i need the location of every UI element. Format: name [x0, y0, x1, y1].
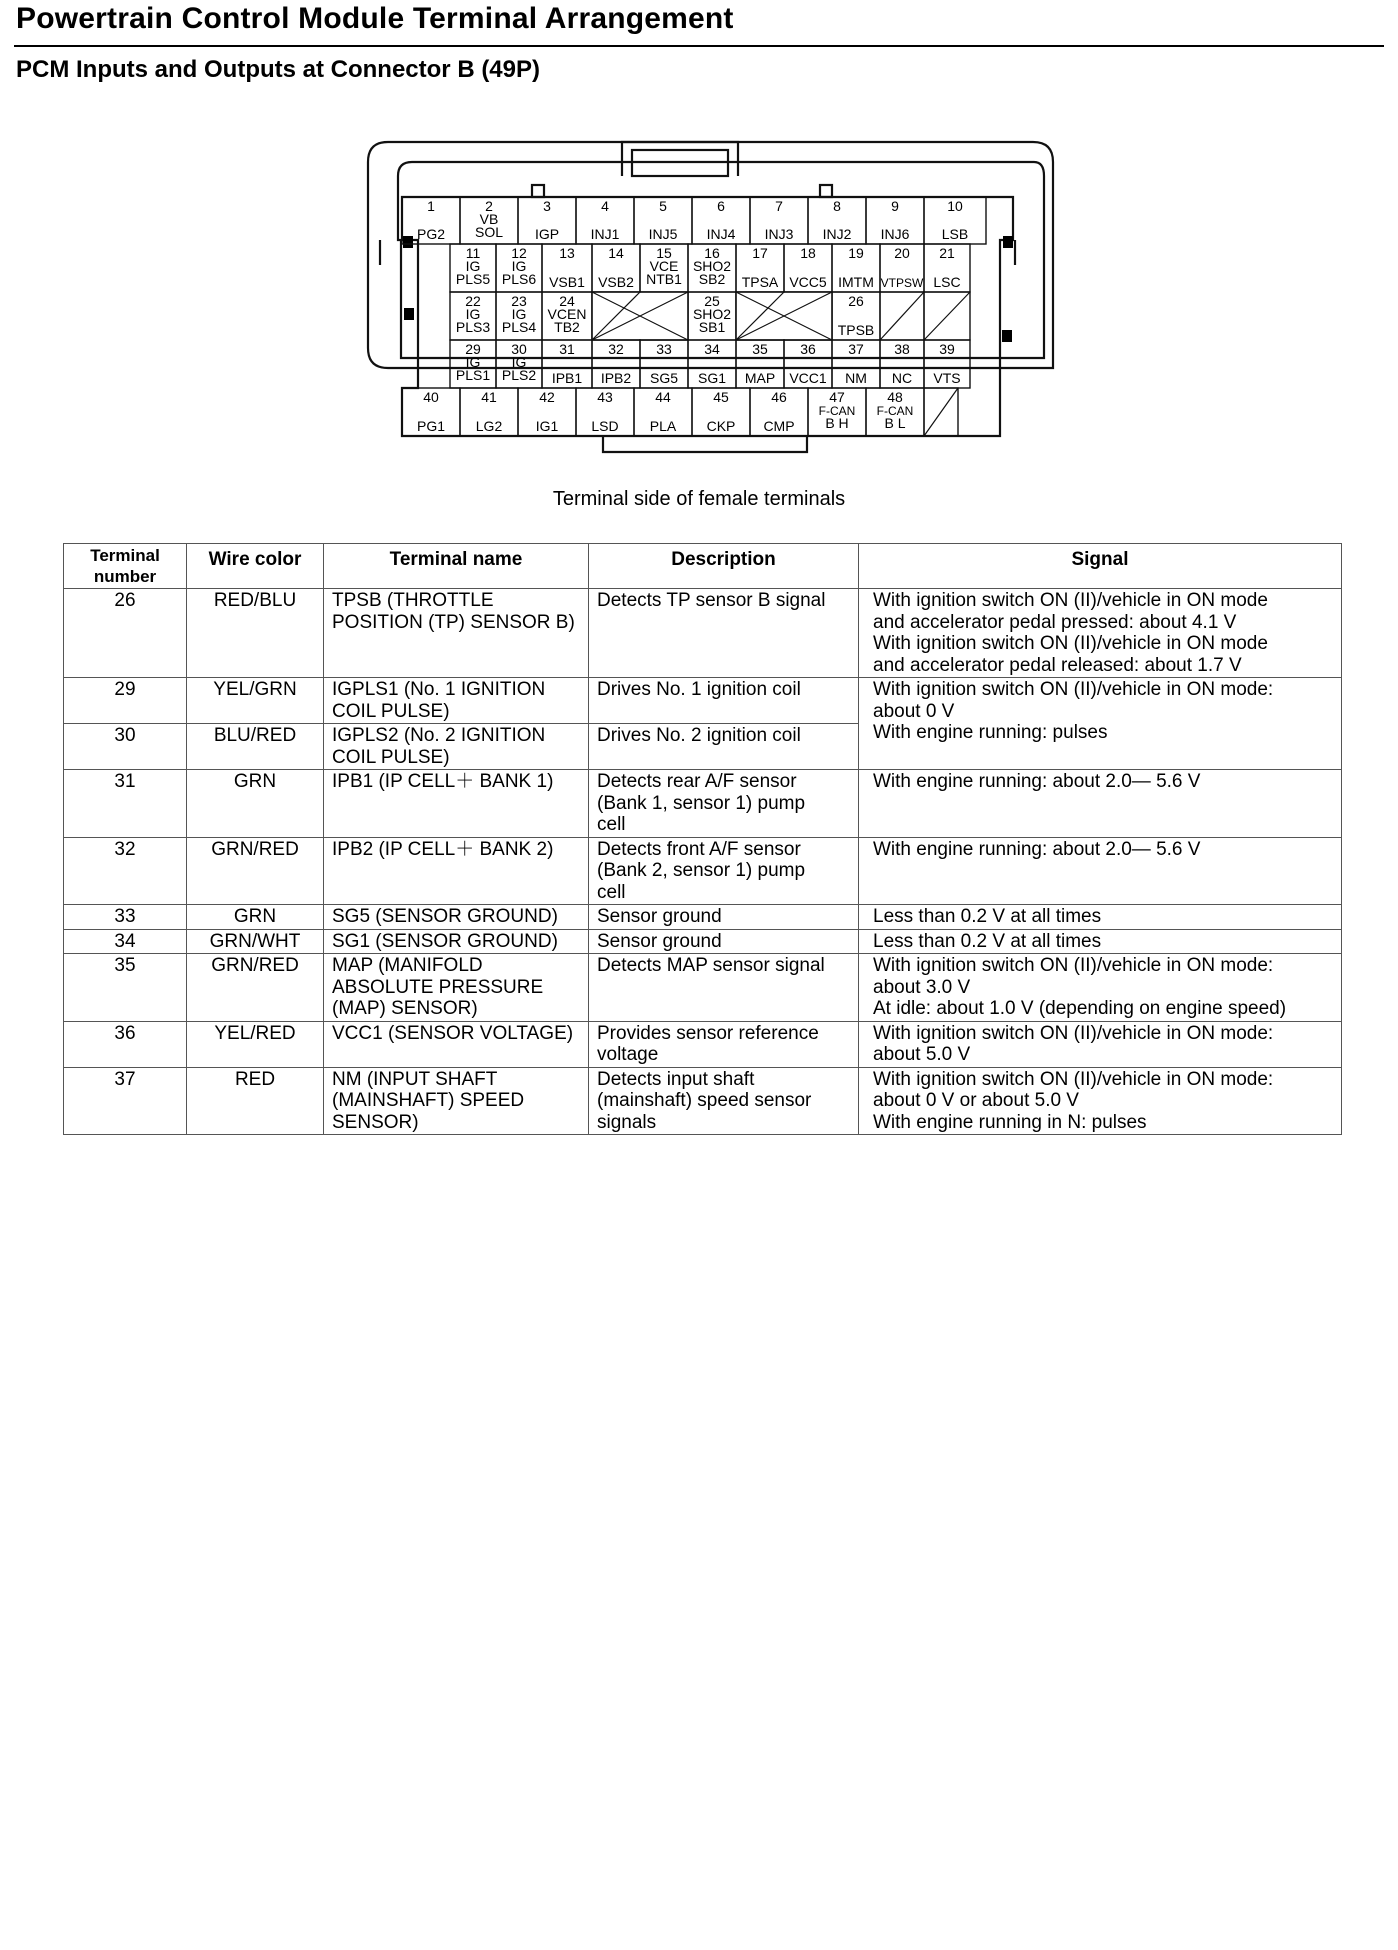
- terminal-number: 31: [559, 341, 575, 357]
- terminal-number: 12: [511, 245, 527, 261]
- table-row: [64, 678, 1342, 724]
- terminal-number: 48: [887, 389, 903, 405]
- terminal-22: [450, 292, 496, 340]
- page-subtitle: PCM Inputs and Outputs at Connector B (49P): [16, 56, 541, 83]
- terminal-label: F-CAN: [876, 404, 914, 418]
- unused-cavity-mark: [880, 292, 924, 340]
- terminal-42: [518, 388, 576, 436]
- terminal-number: 7: [775, 198, 783, 214]
- terminal-label: IMTM: [838, 274, 874, 290]
- terminal-label: VCC5: [789, 274, 827, 290]
- terminal-15: [640, 244, 688, 292]
- terminal-label: IG: [511, 354, 527, 370]
- description-cell: Detects rear A/F sensor (Bank 1, sensor 1) pump cell: [589, 770, 859, 838]
- terminal-label: VCC1: [789, 370, 827, 386]
- terminal-21: [924, 244, 970, 292]
- terminal-number: 14: [608, 245, 624, 261]
- wire-color-cell: YEL/RED: [187, 1021, 324, 1067]
- header-description: Description: [589, 544, 859, 589]
- terminal-label: VB: [479, 211, 499, 227]
- terminal-46: [750, 388, 808, 436]
- terminal-label: VTS: [933, 370, 961, 386]
- terminal-37: [832, 340, 880, 388]
- terminal-9: [866, 197, 924, 244]
- terminal-number: 40: [423, 389, 439, 405]
- terminal-label: LSC: [933, 274, 961, 290]
- terminal-number: 22: [465, 293, 481, 309]
- terminal-name-cell: VCC1 (SENSOR VOLTAGE): [324, 1021, 589, 1067]
- terminal-11: [450, 244, 496, 292]
- terminal-number: 45: [713, 389, 729, 405]
- terminal-number: 43: [597, 389, 613, 405]
- terminal-40: [402, 388, 460, 436]
- terminal-38: [880, 340, 924, 388]
- terminal-label: IG: [465, 306, 481, 322]
- wire-color-cell: GRN/WHT: [187, 929, 324, 954]
- terminal-number: 15: [656, 245, 672, 261]
- terminal-number: 1: [427, 198, 435, 214]
- signal-cell: With ignition switch ON (II)/vehicle in ON mode and accelerator pedal pressed: about 4.1 V With ignition switch ON (II)/vehicle in ON mode and accelerator pedal released: about 1.7 V: [859, 589, 1342, 678]
- terminal-label: VCEN: [547, 306, 587, 322]
- terminal-34: [688, 340, 736, 388]
- terminal-16: [688, 244, 736, 292]
- terminal-label: INJ3: [764, 226, 794, 242]
- terminal-number: 19: [848, 245, 864, 261]
- wire-color-cell: RED/BLU: [187, 589, 324, 678]
- terminal-number: 17: [752, 245, 768, 261]
- terminal-32: [592, 340, 640, 388]
- description-cell: Drives No. 1 ignition coil: [589, 678, 859, 724]
- description-cell: Provides sensor reference voltage: [589, 1021, 859, 1067]
- terminal-number: 6: [717, 198, 725, 214]
- terminal-label: NC: [891, 370, 913, 386]
- terminal-label: SG1: [697, 370, 727, 386]
- terminal-name-cell: IPB2 (IP CELL＋ BANK 2): [324, 837, 589, 905]
- terminal-number: 23: [511, 293, 527, 309]
- terminal-10: [924, 197, 986, 244]
- header-signal: Signal: [859, 544, 1342, 589]
- terminal-number-cell: 29: [64, 678, 187, 724]
- terminal-13: [542, 244, 592, 292]
- blank-cavity: [736, 292, 832, 340]
- terminal-label: IGP: [534, 226, 560, 242]
- terminal-label: SB2: [698, 271, 726, 287]
- lock-tab-right-lower: [1002, 330, 1012, 342]
- terminal-label: LSD: [591, 418, 619, 434]
- terminal-25: [688, 292, 736, 340]
- unused-cavity-mark: [924, 388, 958, 436]
- terminal-39: [924, 340, 970, 388]
- terminal-label: LSB: [941, 226, 969, 242]
- terminal-number: 34: [704, 341, 720, 357]
- terminal-31: [542, 340, 592, 388]
- terminal-label: IG: [511, 306, 527, 322]
- terminal-label: IG: [465, 354, 481, 370]
- wire-color-cell: GRN: [187, 905, 324, 930]
- terminal-name-cell: NM (INPUT SHAFT (MAINSHAFT) SPEED SENSOR): [324, 1067, 589, 1135]
- terminal-label: INJ5: [648, 226, 678, 242]
- signal-cell: With engine running: about 2.0— 5.6 V: [859, 837, 1342, 905]
- terminal-name-cell: IPB1 (IP CELL＋ BANK 1): [324, 770, 589, 838]
- terminal-number: 32: [608, 341, 624, 357]
- connector-key-left: [532, 185, 544, 197]
- terminal-number: 29: [465, 341, 481, 357]
- table-header-row: [64, 544, 1342, 589]
- terminal-number: 4: [601, 198, 609, 214]
- terminal-label: TPSB: [837, 322, 875, 338]
- terminal-45: [692, 388, 750, 436]
- terminal-label: PG1: [416, 418, 446, 434]
- terminal-number: 20: [894, 245, 910, 261]
- terminal-4: [576, 197, 634, 244]
- terminal-label: INJ4: [706, 226, 736, 242]
- unused-cavity-mark: [924, 292, 970, 340]
- terminal-number: 39: [939, 341, 955, 357]
- terminal-33: [640, 340, 688, 388]
- description-cell: Detects front A/F sensor (Bank 2, sensor 1) pump cell: [589, 837, 859, 905]
- terminal-43: [576, 388, 634, 436]
- terminal-8: [808, 197, 866, 244]
- terminal-44: [634, 388, 692, 436]
- description-cell: Sensor ground: [589, 929, 859, 954]
- terminal-label: IG1: [535, 418, 559, 434]
- terminal-7: [750, 197, 808, 244]
- terminal-number: 13: [559, 245, 575, 261]
- terminal-name-cell: MAP (MANIFOLD ABSOLUTE PRESSURE (MAP) SENSOR): [324, 954, 589, 1022]
- terminal-number: 47: [829, 389, 845, 405]
- description-cell: Drives No. 2 ignition coil: [589, 724, 859, 770]
- terminal-number: 11: [465, 245, 481, 261]
- terminal-2: [460, 197, 518, 244]
- diagram-caption: Terminal side of female terminals: [552, 488, 846, 510]
- signal-cell: With ignition switch ON (II)/vehicle in ON mode: about 5.0 V: [859, 1021, 1342, 1067]
- terminal-19: [832, 244, 880, 292]
- table-row: [64, 1067, 1342, 1135]
- terminal-48: [866, 388, 924, 436]
- terminal-number: 21: [939, 245, 955, 261]
- terminal-number: 38: [894, 341, 910, 357]
- terminal-number-cell: 36: [64, 1021, 187, 1067]
- terminal-label: F-CAN: [818, 404, 856, 418]
- terminal-table: [63, 543, 1342, 1135]
- table-row: [64, 770, 1342, 838]
- terminal-number: 44: [655, 389, 671, 405]
- terminal-number: 9: [891, 198, 899, 214]
- table-row: [64, 837, 1342, 905]
- terminal-label: SHO2: [692, 258, 732, 274]
- terminal-label: TB2: [554, 319, 580, 335]
- terminal-23: [496, 292, 542, 340]
- table-row: [64, 905, 1342, 930]
- connector-bottom-tab: [603, 436, 807, 452]
- terminal-label: PLS1: [455, 367, 491, 383]
- terminal-label: SB1: [698, 319, 726, 335]
- header-terminal-name: Terminal name: [324, 544, 589, 589]
- terminal-number: 10: [947, 198, 963, 214]
- description-cell: Detects MAP sensor signal: [589, 954, 859, 1022]
- terminal-number-cell: 30: [64, 724, 187, 770]
- terminal-label: INJ1: [590, 226, 620, 242]
- terminal-label: PLS6: [501, 271, 537, 287]
- wire-color-cell: RED: [187, 1067, 324, 1135]
- signal-cell: With ignition switch ON (II)/vehicle in ON mode: about 0 V or about 5.0 V With engine running in N: pulses: [859, 1067, 1342, 1135]
- terminal-label: PG2: [416, 226, 446, 242]
- terminal-number: 35: [752, 341, 768, 357]
- terminal-label: NTB1: [646, 271, 682, 287]
- terminal-30: [496, 340, 542, 388]
- description-cell: Detects TP sensor B signal: [589, 589, 859, 678]
- lock-tab-left-lower: [404, 308, 414, 320]
- terminal-20: [880, 244, 924, 292]
- terminal-number: 8: [833, 198, 841, 214]
- terminal-number: 30: [511, 341, 527, 357]
- terminal-number: 42: [539, 389, 555, 405]
- terminal-label: IG: [511, 258, 527, 274]
- terminal-number-cell: 32: [64, 837, 187, 905]
- signal-cell: With ignition switch ON (II)/vehicle in ON mode: about 3.0 V At idle: about 1.0 V (depending on engine speed): [859, 954, 1342, 1022]
- terminal-label: VCE: [649, 258, 679, 274]
- terminal-label: IPB1: [551, 370, 583, 386]
- terminal-35: [736, 340, 784, 388]
- terminal-label: SHO2: [692, 306, 732, 322]
- terminal-label: NM: [845, 370, 867, 386]
- signal-cell: Less than 0.2 V at all times: [859, 905, 1342, 930]
- terminal-name-cell: IGPLS2 (No. 2 IGNITION COIL PULSE): [324, 724, 589, 770]
- terminal-number: 46: [771, 389, 787, 405]
- lock-tab-right-upper: [1003, 236, 1013, 248]
- terminal-3: [518, 197, 576, 244]
- signal-cell: With ignition switch ON (II)/vehicle in ON mode: about 0 V With engine running: pulses: [859, 678, 1342, 770]
- page-title: Powertrain Control Module Terminal Arrangement: [16, 2, 734, 35]
- connector-diagram: [0, 0, 1398, 470]
- terminal-18: [784, 244, 832, 292]
- terminal-name-cell: SG1 (SENSOR GROUND): [324, 929, 589, 954]
- signal-cell: Less than 0.2 V at all times: [859, 929, 1342, 954]
- lock-tab-left-upper: [403, 236, 413, 248]
- terminal-label: LG2: [475, 418, 503, 434]
- terminal-label: VTPSW: [880, 276, 924, 290]
- terminal-number: 33: [656, 341, 672, 357]
- terminal-number: 26: [848, 293, 864, 309]
- terminal-17: [736, 244, 784, 292]
- terminal-label: B L: [884, 415, 906, 431]
- terminal-29: [450, 340, 496, 388]
- terminal-5: [634, 197, 692, 244]
- terminal-26: [832, 292, 880, 340]
- terminal-label: PLA: [649, 418, 677, 434]
- terminal-label: CMP: [763, 418, 795, 434]
- wire-color-cell: GRN: [187, 770, 324, 838]
- description-cell: Detects input shaft (mainshaft) speed sensor signals: [589, 1067, 859, 1135]
- signal-cell: With engine running: about 2.0— 5.6 V: [859, 770, 1342, 838]
- terminal-number: 41: [481, 389, 497, 405]
- terminal-6: [692, 197, 750, 244]
- wire-color-cell: BLU/RED: [187, 724, 324, 770]
- terminal-number: 37: [848, 341, 864, 357]
- wire-color-cell: GRN/RED: [187, 954, 324, 1022]
- terminal-number: 16: [704, 245, 720, 261]
- table-row: [64, 954, 1342, 1022]
- terminal-label: VSB1: [549, 274, 585, 290]
- terminal-label: SG5: [649, 370, 679, 386]
- terminal-number: 3: [543, 198, 551, 214]
- terminal-number-cell: 26: [64, 589, 187, 678]
- terminal-number-cell: 35: [64, 954, 187, 1022]
- terminal-label: PLS3: [455, 319, 491, 335]
- terminal-label: TPSA: [741, 274, 779, 290]
- terminal-number: 24: [559, 293, 575, 309]
- terminal-name-cell: IGPLS1 (No. 1 IGNITION COIL PULSE): [324, 678, 589, 724]
- table-row: [64, 589, 1342, 678]
- header-terminal-number: Terminal number: [64, 544, 187, 589]
- terminal-name-cell: TPSB (THROTTLE POSITION (TP) SENSOR B): [324, 589, 589, 678]
- terminal-label: CKP: [706, 418, 736, 434]
- terminal-41: [460, 388, 518, 436]
- description-cell: Sensor ground: [589, 905, 859, 930]
- terminal-number: 18: [800, 245, 816, 261]
- blank-cavity: [592, 292, 688, 340]
- table-row: [64, 929, 1342, 954]
- table-row: [64, 1021, 1342, 1067]
- terminal-number-cell: 33: [64, 905, 187, 930]
- terminal-36: [784, 340, 832, 388]
- connector-key-right: [820, 185, 832, 197]
- terminal-24: [542, 292, 592, 340]
- terminal-label: MAP: [744, 370, 776, 386]
- terminal-number-cell: 34: [64, 929, 187, 954]
- terminal-label: IG: [465, 258, 481, 274]
- terminal-label: PLS5: [455, 271, 491, 287]
- terminal-47: [808, 388, 866, 436]
- terminal-label: INJ2: [822, 226, 852, 242]
- header-wire-color: Wire color: [187, 544, 324, 589]
- terminal-number-cell: 37: [64, 1067, 187, 1135]
- terminal-label: INJ6: [880, 226, 910, 242]
- terminal-number: 5: [659, 198, 667, 214]
- terminal-number: 36: [800, 341, 816, 357]
- terminal-label: PLS4: [501, 319, 537, 335]
- terminal-name-cell: SG5 (SENSOR GROUND): [324, 905, 589, 930]
- terminal-number-cell: 31: [64, 770, 187, 838]
- connector-latch: [622, 142, 738, 176]
- terminal-14: [592, 244, 640, 292]
- terminal-number: 2: [485, 198, 493, 214]
- terminal-12: [496, 244, 542, 292]
- wire-color-cell: YEL/GRN: [187, 678, 324, 724]
- terminal-label: SOL: [474, 224, 504, 240]
- terminal-label: VSB2: [598, 274, 634, 290]
- terminal-number: 25: [704, 293, 720, 309]
- terminal-label: B H: [825, 415, 849, 431]
- terminal-label: PLS2: [501, 367, 537, 383]
- terminal-label: IPB2: [600, 370, 632, 386]
- wire-color-cell: GRN/RED: [187, 837, 324, 905]
